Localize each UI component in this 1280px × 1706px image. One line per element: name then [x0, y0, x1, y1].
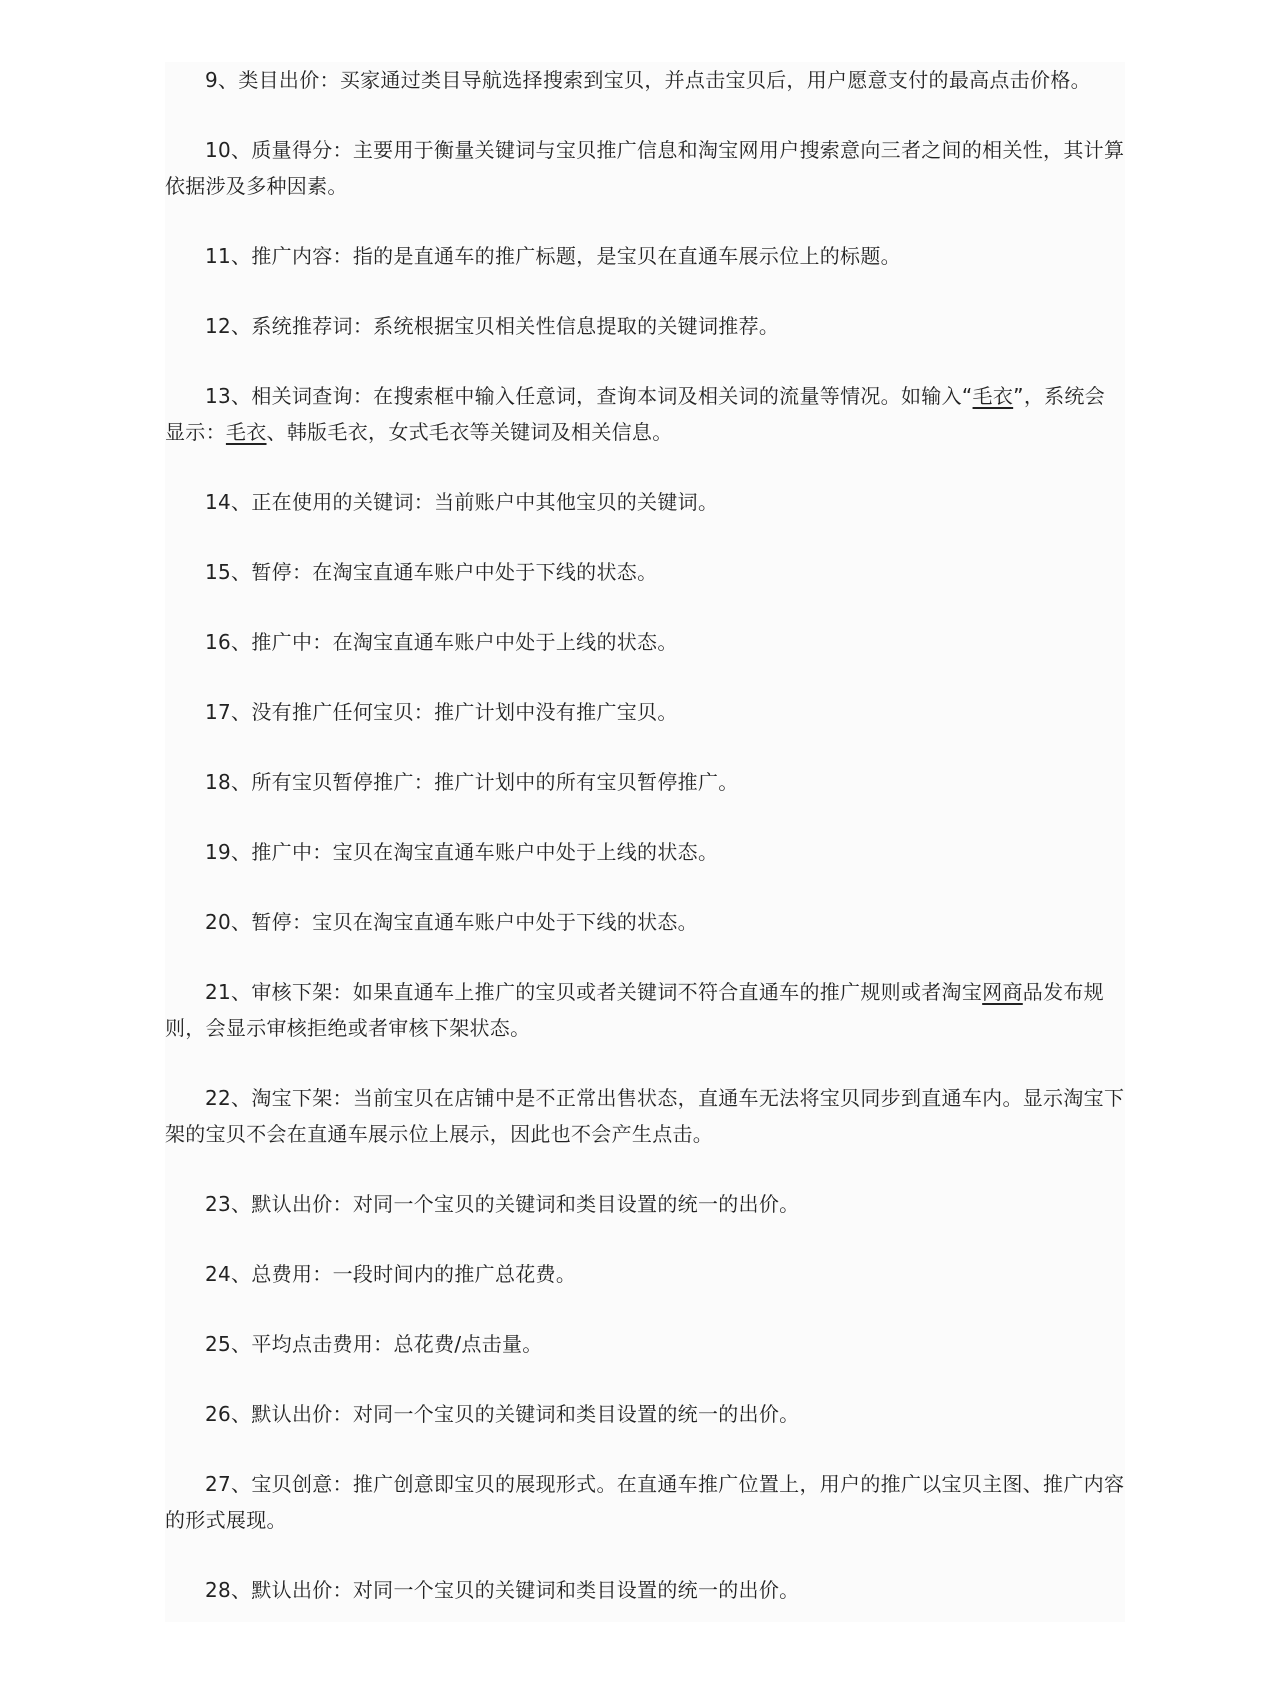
- glossary-entry-10: 10、质量得分：主要用于衡量关键词与宝贝推广信息和淘宝网用户搜索意向三者之间的相关性，其计算依据涉及多种因素。: [165, 138, 1125, 198]
- glossary-entry-11: 11、推广内容：指的是直通车的推广标题，是宝贝在直通车展示位上的标题。: [205, 244, 901, 268]
- glossary-entry-26: 26、默认出价：对同一个宝贝的关键词和类目设置的统一的出价。: [205, 1402, 800, 1426]
- glossary-entry-23: 23、默认出价：对同一个宝贝的关键词和类目设置的统一的出价。: [205, 1192, 800, 1216]
- glossary-entry-18: 18、所有宝贝暂停推广：推广计划中的所有宝贝暂停推广。: [205, 770, 739, 794]
- glossary-entry-14: 14、正在使用的关键词：当前账户中其他宝贝的关键词。: [205, 490, 719, 514]
- document-page: [165, 62, 1125, 1622]
- glossary-entry-13: 13、相关词查询：在搜索框中输入任意词，查询本词及相关词的流量等情况。如输入“毛衣”，系统会显示：毛衣、韩版毛衣，女式毛衣等关键词及相关信息。: [165, 384, 1106, 444]
- glossary-entry-19: 19、推广中：宝贝在淘宝直通车账户中处于上线的状态。: [205, 840, 719, 864]
- glossary-entry-20: 20、暂停：宝贝在淘宝直通车账户中处于下线的状态。: [205, 910, 698, 934]
- glossary-entry-25: 25、平均点击费用：总花费/点击量。: [205, 1332, 543, 1356]
- glossary-entry-9: 9、类目出价：买家通过类目导航选择搜索到宝贝，并点击宝贝后，用户愿意支付的最高点击价格。: [205, 68, 1091, 92]
- glossary-entry-16: 16、推广中：在淘宝直通车账户中处于上线的状态。: [205, 630, 678, 654]
- glossary-entry-21: 21、审核下架：如果直通车上推广的宝贝或者关键词不符合直通车的推广规则或者淘宝网商品发布规则，会显示审核拒绝或者审核下架状态。: [165, 980, 1104, 1040]
- glossary-entry-17: 17、没有推广任何宝贝：推广计划中没有推广宝贝。: [205, 700, 678, 724]
- glossary-entry-27: 27、宝贝创意：推广创意即宝贝的展现形式。在直通车推广位置上，用户的推广以宝贝主图、推广内容的形式展现。: [165, 1472, 1125, 1532]
- glossary-entry-28: 28、默认出价：对同一个宝贝的关键词和类目设置的统一的出价。: [205, 1578, 800, 1602]
- glossary-entry-22: 22、淘宝下架：当前宝贝在店铺中是不正常出售状态，直通车无法将宝贝同步到直通车内。显示淘宝下架的宝贝不会在直通车展示位上展示，因此也不会产生点击。: [165, 1086, 1125, 1146]
- glossary-entry-15: 15、暂停：在淘宝直通车账户中处于下线的状态。: [205, 560, 658, 584]
- keyword-link[interactable]: 网商: [982, 980, 1023, 1004]
- keyword-link[interactable]: 毛衣: [972, 384, 1014, 408]
- glossary-entry-24: 24、总费用：一段时间内的推广总花费。: [205, 1262, 577, 1286]
- keyword-link[interactable]: 毛衣: [225, 420, 267, 444]
- glossary-entry-12: 12、系统推荐词：系统根据宝贝相关性信息提取的关键词推荐。: [205, 314, 780, 338]
